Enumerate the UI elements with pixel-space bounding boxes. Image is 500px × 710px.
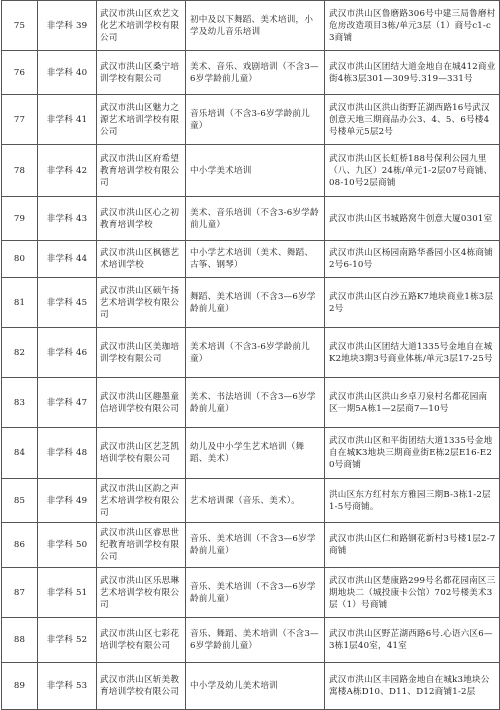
institution-name-cell: 武汉市洪山区趣墨童信培训学校有限公司 bbox=[97, 378, 186, 428]
table-row bbox=[2, 618, 500, 663]
institution-name-cell: 武汉市洪山区乐思琳艺术培训学校有限公司 bbox=[97, 568, 186, 618]
table-body bbox=[2, 1, 500, 710]
category-cell: 非学科 41 bbox=[38, 95, 97, 145]
training-scope-cell: 音乐、美术培训（不含3—6岁学龄前儿童） bbox=[186, 523, 325, 568]
training-scope-cell: 幼儿及中小学生艺术培训（舞蹈、美术） bbox=[186, 428, 325, 479]
address-cell: 武汉市洪山区杨园南路华番园小区4栋商铺2号6-10号 bbox=[325, 241, 500, 278]
category-cell: 非学科 48 bbox=[38, 428, 97, 479]
training-scope-cell: 中小学美术培训 bbox=[186, 145, 325, 197]
category-cell: 非学科 40 bbox=[38, 51, 97, 95]
table-row bbox=[2, 479, 500, 523]
institution-name-cell: 武汉市洪山区睿思世纪教育培训学校有限公司 bbox=[97, 523, 186, 568]
row-number: 82 bbox=[2, 328, 38, 378]
table-row bbox=[2, 523, 500, 568]
institution-name-cell: 武汉市洪山区心之初教育培训学校 bbox=[97, 197, 186, 241]
table-row bbox=[2, 1, 500, 51]
table-row bbox=[2, 241, 500, 278]
training-scope-cell: 中小学艺术培训（美术、舞蹈、古筝、钢琴） bbox=[186, 241, 325, 278]
address-cell: 武汉市洪山区鲁磨路306号中建三局鲁磨村危房改造项目3栋/单元3层（1）商号c1-c3商铺 bbox=[325, 1, 500, 51]
table-row bbox=[2, 197, 500, 241]
institution-name-cell: 武汉市洪山区斩美教育培训学校有限公司 bbox=[97, 663, 186, 710]
address-cell: 武汉市洪山区白沙五路K7地块商业1栋3层2号 bbox=[325, 278, 500, 328]
address-cell: 洪山区东方红村东方雅园三期B-3栋1-2层1-5号商铺。 bbox=[325, 479, 500, 523]
table-row bbox=[2, 328, 500, 378]
row-number: 81 bbox=[2, 278, 38, 328]
training-scope-cell: 美术、书法培训（不含3—6岁学龄前儿童） bbox=[186, 378, 325, 428]
institution-name-cell: 武汉市洪山区美珈培训学校有限公司 bbox=[97, 328, 186, 378]
training-scope-cell: 中小学及幼儿美术培训 bbox=[186, 663, 325, 710]
table-row bbox=[2, 145, 500, 197]
address-cell: 武汉市洪山区长虹桥188号保利公园九里（八、九区）24栋/单元1-2层07号商铺、08-10号2层商铺 bbox=[325, 145, 500, 197]
category-cell: 非学科 43 bbox=[38, 197, 97, 241]
institution-name-cell: 武汉市洪山区韵之声艺术培训学校有限公司 bbox=[97, 479, 186, 523]
institution-name-cell: 武汉市洪山区魅力之源艺术培训学校有限公司 bbox=[97, 95, 186, 145]
category-cell: 非学科 44 bbox=[38, 241, 97, 278]
address-cell: 武汉市洪山区野芷湖西路6号.心语六区6—3栋1层40室，41室 bbox=[325, 618, 500, 663]
training-scope-cell: 音乐培训（不含3-6岁学龄前儿童） bbox=[186, 95, 325, 145]
category-cell: 非学科 46 bbox=[38, 328, 97, 378]
category-cell: 非学科 52 bbox=[38, 618, 97, 663]
training-scope-cell: 舞蹈、美术培训（不含3—6岁学龄前儿童） bbox=[186, 278, 325, 328]
row-number: 78 bbox=[2, 145, 38, 197]
table-row bbox=[2, 278, 500, 328]
category-cell: 非学科 39 bbox=[38, 1, 97, 51]
training-scope-cell: 美术培训（不含3-6岁学龄前儿童） bbox=[186, 328, 325, 378]
table-row bbox=[2, 428, 500, 479]
address-cell: 武汉市洪山区书城路窝牛创意大厦0301室 bbox=[325, 197, 500, 241]
training-scope-cell: 初中及以下舞蹈、美术培训，小学及幼儿音乐培训 bbox=[186, 1, 325, 51]
category-cell: 非学科 42 bbox=[38, 145, 97, 197]
row-number: 88 bbox=[2, 618, 38, 663]
institution-name-cell: 武汉市洪山区艺芝凯培训学校有限公司 bbox=[97, 428, 186, 479]
address-cell: 武汉市洪山区楚康路299号名都花园南区三期地块二（城投康卡公馆）702号楼美术3层（1）号商铺 bbox=[325, 568, 500, 618]
training-scope-cell: 音乐、美术培训（不含3—6岁学龄前儿童） bbox=[186, 568, 325, 618]
address-cell: 武汉市洪山区洪山街野芷湖西路16号武汉创意天地三期商品办公3、4、5、6号楼4号楼单元5层2号 bbox=[325, 95, 500, 145]
address-cell: 武汉市洪山区团结大道1335号金地自在城K2地块3期3号商业体栋/单元3层17-25号 bbox=[325, 328, 500, 378]
training-scope-cell: 美术、音乐培训（不含3-6岁学龄前儿童） bbox=[186, 197, 325, 241]
category-cell: 非学科 49 bbox=[38, 479, 97, 523]
training-scope-cell: 美术、音乐、戏剧培训（不含3—6岁学龄前儿童） bbox=[186, 51, 325, 95]
address-cell: 武汉市洪山区和平街团结大道1335号金地自在城K3地块三期商业街E栋2层E16-E20号商铺 bbox=[325, 428, 500, 479]
row-number: 79 bbox=[2, 197, 38, 241]
institution-table bbox=[1, 0, 500, 710]
table-row bbox=[2, 663, 500, 710]
institution-name-cell: 武汉市洪山区府希望教育培训学校有限公司 bbox=[97, 145, 186, 197]
row-number: 76 bbox=[2, 51, 38, 95]
institution-name-cell: 武汉市洪山区欢艺文化艺术培训学校有限公司 bbox=[97, 1, 186, 51]
category-cell: 非学科 53 bbox=[38, 663, 97, 710]
address-cell: 武汉市洪山区丰园路金地自在城k3地块公寓楼A栋D10、D11、D12商铺1-2层 bbox=[325, 663, 500, 710]
training-scope-cell: 艺术培训课（音乐、美术）。 bbox=[186, 479, 325, 523]
category-cell: 非学科 51 bbox=[38, 568, 97, 618]
row-number: 87 bbox=[2, 568, 38, 618]
address-cell: 武汉市洪山区团结大道金地自在城412商业街4栋3层301—309号.319—331号 bbox=[325, 51, 500, 95]
row-number: 83 bbox=[2, 378, 38, 428]
table-row bbox=[2, 378, 500, 428]
table-row bbox=[2, 568, 500, 618]
address-cell: 武汉市洪山区洪山乡卓刀泉村名都花园南区一期5A栋1—2层商7—10号 bbox=[325, 378, 500, 428]
row-number: 75 bbox=[2, 1, 38, 51]
category-cell: 非学科 50 bbox=[38, 523, 97, 568]
table-row bbox=[2, 95, 500, 145]
row-number: 84 bbox=[2, 428, 38, 479]
institution-name-cell: 武汉市洪山区桑宁培训学校有限公司 bbox=[97, 51, 186, 95]
institution-name-cell: 武汉市洪山区枫德艺术培训学校 bbox=[97, 241, 186, 278]
category-cell: 非学科 47 bbox=[38, 378, 97, 428]
row-number: 89 bbox=[2, 663, 38, 710]
table-row bbox=[2, 51, 500, 95]
training-scope-cell: 音乐、舞蹈、美术培训（不含3—6岁学龄前儿童） bbox=[186, 618, 325, 663]
row-number: 86 bbox=[2, 523, 38, 568]
category-cell: 非学科 45 bbox=[38, 278, 97, 328]
institution-name-cell: 武汉市洪山区七彩花培训学校有限公司 bbox=[97, 618, 186, 663]
address-cell: 武汉市洪山区仁和路钢花新村3号楼1层2-7商铺 bbox=[325, 523, 500, 568]
row-number: 80 bbox=[2, 241, 38, 278]
institution-name-cell: 武汉市洪山区硕午扬艺术培训学校有限公司 bbox=[97, 278, 186, 328]
row-number: 85 bbox=[2, 479, 38, 523]
row-number: 77 bbox=[2, 95, 38, 145]
